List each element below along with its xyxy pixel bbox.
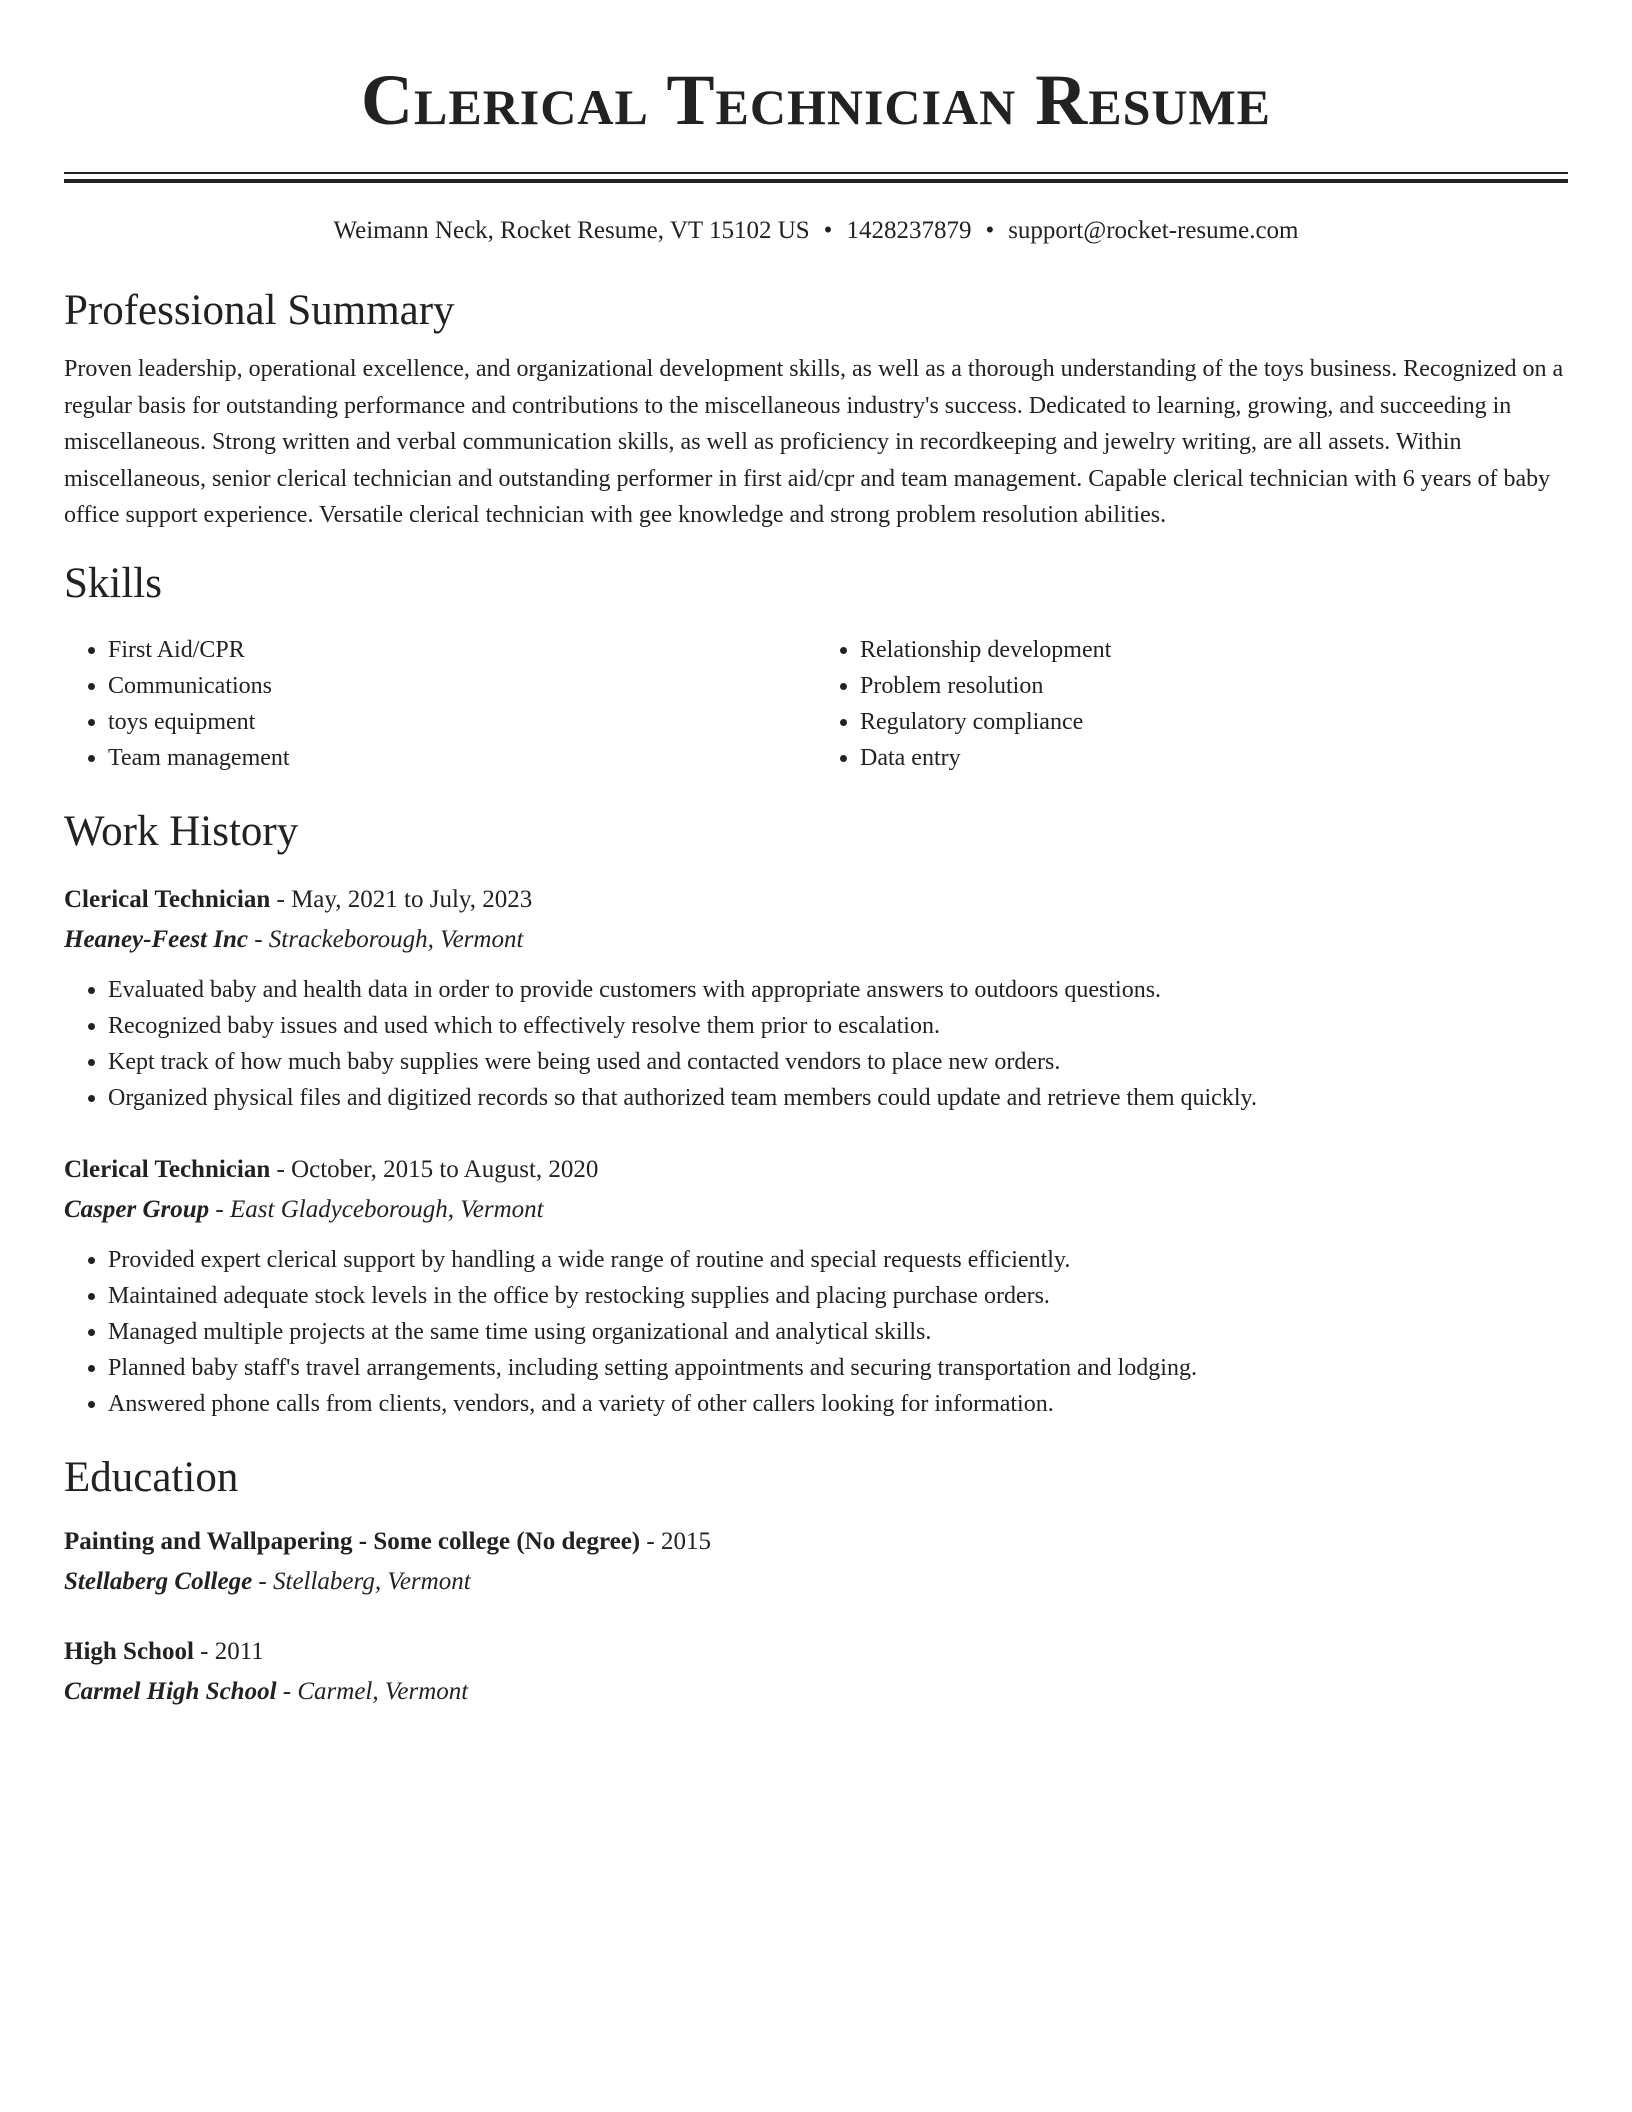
degree-line	[64, 1632, 1568, 1672]
school-line	[64, 1672, 1568, 1712]
job-bullet: • Provided expert clerical support by handling a wide range of routine and special requests efficiently.	[108, 1242, 1568, 1278]
job-entry	[64, 1150, 1568, 1422]
school-location: - Carmel, Vermont	[276, 1677, 469, 1705]
job-bullet: • Organized physical files and digitized records so that authorized team members could update and retrieve them quickly.	[108, 1080, 1568, 1116]
job-bullet: • Kept track of how much baby supplies were being used and contacted vendors to place new orders.	[108, 1044, 1568, 1080]
job-bullet: • Answered phone calls from clients, vendors, and a variety of other callers looking for information.	[108, 1386, 1568, 1422]
school-location: - Stellaberg, Vermont	[252, 1567, 471, 1595]
company-line	[64, 1190, 1568, 1230]
skill-item: • Communications	[108, 668, 816, 704]
job-title-line	[64, 1150, 1568, 1190]
skill-item: • Problem resolution	[860, 668, 1568, 704]
company-line	[64, 920, 1568, 960]
contact-line	[64, 215, 1568, 247]
skill-item: • Relationship development	[860, 632, 1568, 668]
work-history-heading: Work History	[64, 807, 299, 855]
job-title-line	[64, 880, 1568, 920]
school-name: Carmel High School	[64, 1677, 277, 1705]
job-dates: - May, 2021 to July, 2023	[270, 885, 533, 913]
job-bullets	[64, 1242, 1568, 1422]
job-title: Clerical Technician	[64, 885, 271, 913]
job-dates: - October, 2015 to August, 2020	[270, 1155, 599, 1183]
contact-separator: •	[823, 217, 833, 244]
contact-separator: •	[985, 217, 995, 244]
job-bullet: • Recognized baby issues and used which to effectively resolve them prior to escalation.	[108, 1008, 1568, 1044]
skills-list	[64, 632, 1568, 776]
job-bullet: • Maintained adequate stock levels in the office by restocking supplies and placing purchase orders.	[108, 1278, 1568, 1314]
skill-item: • Data entry	[860, 740, 1568, 776]
job-bullet: • Evaluated baby and health data in order to provide customers with appropriate answers to outdoors questions.	[108, 972, 1568, 1008]
degree-year: - 2011	[193, 1637, 264, 1665]
education-entry	[64, 1632, 1568, 1712]
degree-name: High School	[64, 1637, 194, 1665]
skills-column-left	[64, 632, 816, 776]
skill-item: • First Aid/CPR	[108, 632, 816, 668]
degree-name: Painting and Wallpapering - Some college (No degree)	[64, 1527, 641, 1555]
page-title: Clerical Technician Resume	[360, 60, 1272, 140]
company-location: - East Gladyceborough, Vermont	[209, 1195, 544, 1223]
company-location: - Strackeborough, Vermont	[247, 925, 524, 953]
degree-year: - 2015	[640, 1527, 711, 1555]
job-title: Clerical Technician	[64, 1155, 271, 1183]
title-divider	[64, 172, 1568, 183]
school-name: Stellaberg College	[64, 1567, 253, 1595]
contact-phone: 1428237879	[846, 217, 972, 244]
education-entry	[64, 1522, 1568, 1602]
summary-heading: Professional Summary	[64, 287, 455, 334]
degree-line	[64, 1522, 1568, 1562]
company-name: Casper Group	[64, 1195, 210, 1223]
skill-item: • toys equipment	[108, 704, 816, 740]
skills-heading: Skills	[64, 559, 162, 607]
school-line	[64, 1562, 1568, 1602]
company-name: Heaney-Feest Inc	[64, 925, 248, 953]
job-entry	[64, 880, 1568, 1116]
contact-email: support@rocket-resume.com	[1008, 217, 1299, 244]
summary-text: Proven leadership, operational excellence, and organizational development skills, as well as a thorough understanding of the toys business. Recognized on a regular basis for outstanding performance and contributions to the miscellaneous industry's success. Dedicated to learning, growing, and succeeding in miscellaneous. Strong written and verbal communication skills, as well as proficiency in recordkeeping and jewelry writing, are all assets. Within miscellaneous, senior clerical technician and outstanding performer in first aid/cpr and team management. Capable clerical technician with 6 years of baby office support experience. Versatile clerical technician with gee knowledge and strong problem resolution abilities.	[64, 356, 1564, 528]
contact-address: Weimann Neck, Rocket Resume, VT 15102 US	[333, 217, 810, 244]
education-heading: Education	[64, 1453, 239, 1501]
skill-item: • Team management	[108, 740, 816, 776]
job-bullet: • Planned baby staff's travel arrangements, including setting appointments and securing transportation and lodging.	[108, 1350, 1568, 1386]
job-bullet: • Managed multiple projects at the same time using organizational and analytical skills.	[108, 1314, 1568, 1350]
skills-column-right	[816, 632, 1568, 776]
skill-item: • Regulatory compliance	[860, 704, 1568, 740]
job-bullets	[64, 972, 1568, 1116]
